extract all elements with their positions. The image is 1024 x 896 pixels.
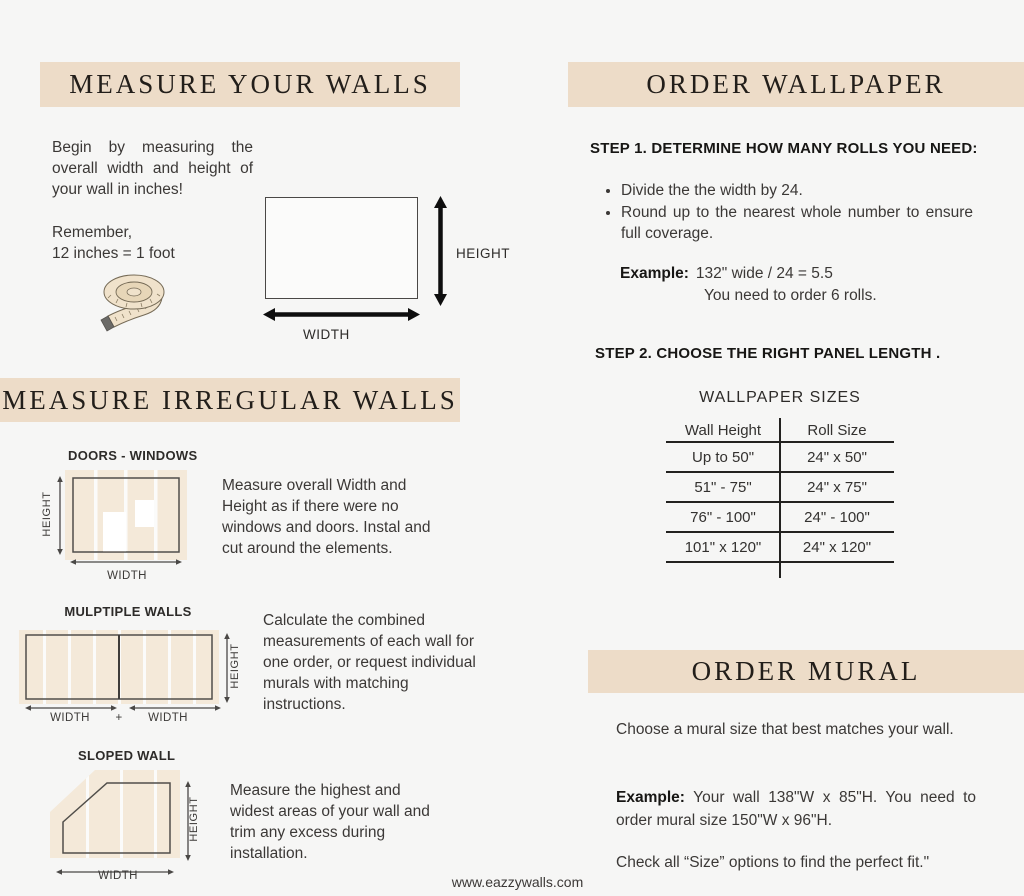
- roll-size-cell: 24" x 120": [802, 538, 872, 556]
- bullet-item: • Divide the the width by 24.: [621, 180, 973, 202]
- mural-example-label: Example:: [616, 789, 685, 806]
- order-wallpaper-banner: [568, 62, 1024, 107]
- multiple-plus-label: +: [115, 712, 123, 724]
- wall-rectangle: [265, 197, 418, 299]
- sloped-width-label: WIDTH: [98, 870, 138, 882]
- step2-heading: STEP 2. CHOOSE THE RIGHT PANEL LENGTH .: [595, 345, 941, 362]
- mural-example-body: Your wall 138"W x 85"H. You need to order mural size 150"W x 96"H.: [616, 789, 976, 829]
- roll-size-cell: 24" x 50": [807, 448, 867, 466]
- step1-heading: STEP 1. DETERMINE HOW MANY ROLLS YOU NEED:: [590, 140, 978, 157]
- multiple-width-label-1: WIDTH: [50, 712, 90, 724]
- wallpaper-sizes-table: [666, 420, 894, 563]
- measure-your-walls-banner: [40, 62, 460, 107]
- measure-your-walls-title: MEASURE YOUR WALLS: [69, 69, 431, 99]
- example-line-2: You need to order 6 rolls.: [704, 286, 877, 304]
- measure-intro-text: Begin by measuring the overall width and height of your wall in inches!: [52, 139, 253, 198]
- order-mural-title: ORDER MURAL: [691, 656, 921, 686]
- order-mural-banner: [588, 650, 1024, 693]
- remember-text: [52, 222, 253, 264]
- doors-windows-text: Measure overall Width and Height as if there were no windows and doors. Instal and cut around the elements.: [222, 477, 431, 557]
- rolls-example: [620, 263, 877, 306]
- multiple-walls-diagram: [14, 626, 224, 704]
- step1-bullet-list: [604, 180, 973, 245]
- column-header-roll-size: Roll Size: [807, 422, 867, 439]
- mural-intro-text: Choose a mural size that best matches your wall.: [616, 721, 954, 738]
- website-url: www.eazzywalls.com: [451, 874, 584, 890]
- multiple-height-label: HEIGHT: [229, 643, 241, 689]
- sloped-height-label: HEIGHT: [188, 796, 200, 842]
- order-wallpaper-title: ORDER WALLPAPER: [646, 69, 946, 99]
- wall-height-cell: 51" - 75": [694, 478, 752, 496]
- remember-line-2: 12 inches = 1 foot: [52, 245, 175, 262]
- doors-windows-diagram: [56, 467, 192, 567]
- multiple-width-label-2: WIDTH: [148, 712, 188, 724]
- height-label: HEIGHT: [456, 246, 511, 261]
- tape-measure-icon: [94, 270, 172, 336]
- example-label: Example:: [620, 265, 689, 282]
- bullet-item: • Round up to the nearest whole number to ensure full coverage.: [621, 202, 973, 245]
- sloped-wall-text: Measure the highest and widest areas of your wall and trim any excess during installation.: [230, 782, 430, 862]
- height-arrow: [433, 196, 448, 306]
- doors-width-label: WIDTH: [107, 570, 147, 582]
- remember-line-1: Remember,: [52, 224, 133, 241]
- mural-check-text: Check all “Size” options to find the perfect fit.": [616, 854, 930, 871]
- wall-height-cell: 76" - 100": [690, 508, 756, 526]
- wall-height-cell: Up to 50": [691, 448, 755, 466]
- wall-height-cell: 101" x 120": [684, 538, 762, 556]
- measure-irregular-walls-banner: [0, 378, 460, 422]
- wallpaper-sizes-title: WALLPAPER SIZES: [699, 389, 861, 406]
- multiple-walls-label: MULPTIPLE WALLS: [64, 604, 192, 619]
- roll-size-cell: 24" - 100": [804, 508, 870, 526]
- width-label: WIDTH: [303, 327, 350, 342]
- mural-example-text: [616, 786, 976, 832]
- table-divider: [779, 418, 781, 578]
- example-line-1: 132" wide / 24 = 5.5: [695, 265, 833, 282]
- measure-irregular-walls-title: MEASURE IRREGULAR WALLS: [2, 384, 458, 415]
- sloped-wall-diagram: [46, 765, 198, 865]
- width-arrow: [263, 307, 420, 322]
- column-header-wall-height: Wall Height: [684, 422, 762, 439]
- sloped-wall-label: SLOPED WALL: [78, 748, 176, 763]
- doors-height-label: HEIGHT: [41, 491, 53, 537]
- multiple-walls-text: Calculate the combined measurements of each wall for one order, or request individual murals with matching instructions.: [263, 612, 476, 713]
- doors-windows-label: DOORS - WINDOWS: [68, 448, 198, 463]
- roll-size-cell: 24" x 75": [807, 478, 867, 496]
